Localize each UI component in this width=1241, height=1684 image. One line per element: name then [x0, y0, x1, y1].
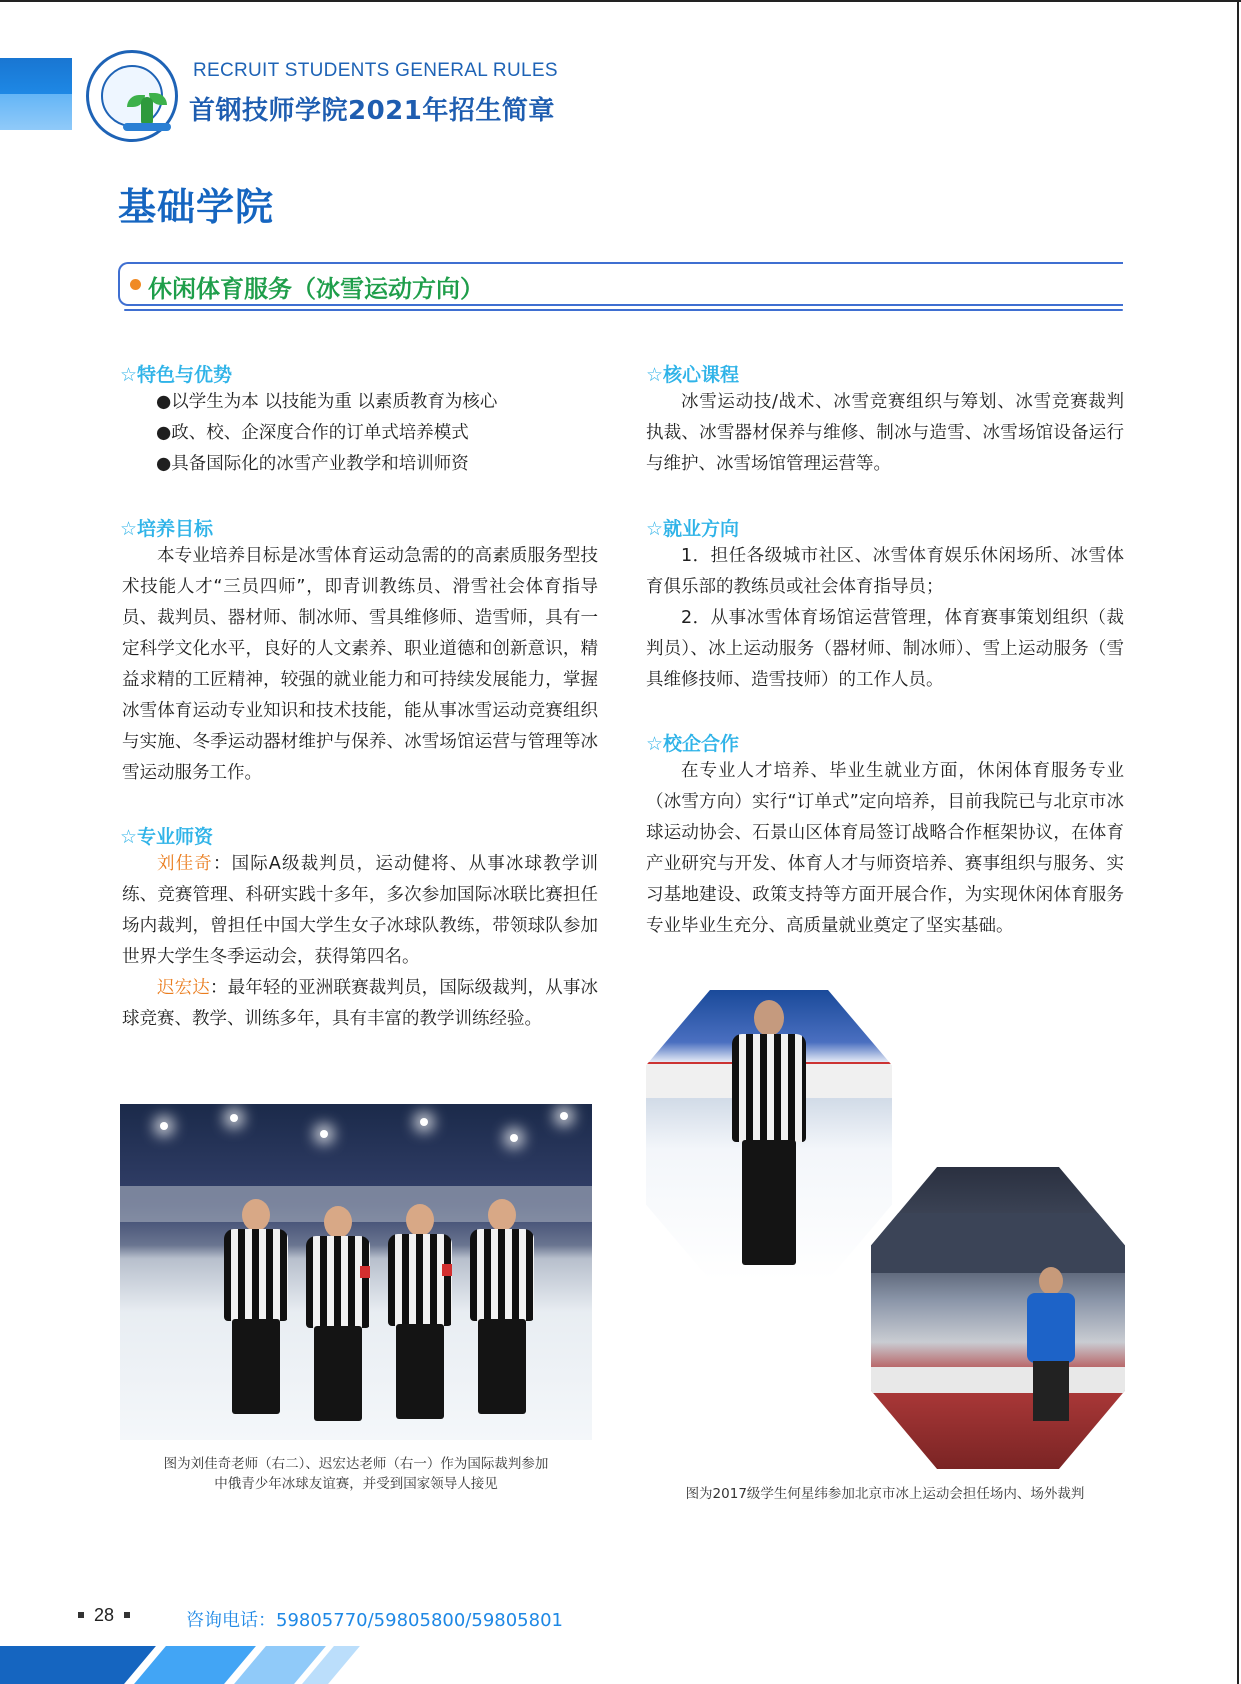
referees-photo: [120, 1104, 592, 1440]
footer-stripes: [0, 1646, 380, 1684]
caption-line: 图为刘佳奇老师（右二）、迟宏达老师（右一）作为国际裁判参加: [163, 1456, 549, 1472]
banner-dot-icon: [130, 279, 141, 290]
goal-heading: ☆培养目标: [120, 518, 214, 540]
student-referee-photo: [646, 990, 892, 1280]
features-list: [156, 387, 626, 480]
scorekeeper-photo: [871, 1167, 1125, 1469]
contact-phone: 咨询电话：59805770/59805800/59805801: [186, 1610, 563, 1631]
list-item: ●政、校、企深度合作的订单式培养模式: [156, 423, 469, 443]
goal-text: 本专业培养目标是冰雪体育运动急需的的高素质服务型技术技能人才“三员四师”，即青训教练员、滑雪社会体育指导员、裁判员、器材师、制冰师、雪具维修师、造雪师，具有一定科学文化水平，良好的人文素养、职业道德和创新意识，精益求精的工匠精神，较强的就业能力和可持续发展能力，掌握冰雪体育运动专业知识和技术技能，能从事冰雪运动竞赛组织与实施、冬季运动器材维护与保养、冰雪场馆运营与管理等冰雪运动服务工作。: [122, 546, 598, 783]
caption-line: 中俄青少年冰球友谊赛，并受到国家领导人接见: [214, 1476, 498, 1492]
page-number: [68, 1605, 140, 1626]
page-number-text: 28: [94, 1605, 115, 1625]
page-title: 基础学院: [118, 185, 275, 229]
coop-heading: ☆校企合作: [646, 733, 740, 755]
teacher-name: 迟宏达: [157, 978, 210, 998]
faculty-heading: ☆专业师资: [120, 826, 214, 848]
faculty-text: [122, 849, 598, 1035]
school-logo: [86, 50, 178, 142]
courses-text: 冰雪运动技/战术、冰雪竞赛组织与筹划、冰雪竞赛裁判执裁、冰雪器材保养与维修、制冰与造雪、冰雪场馆设备运行与维护、冰雪场馆管理运营等。: [646, 392, 1124, 474]
frame-right: [1237, 0, 1239, 1684]
career-item: 1．担任各级城市社区、冰雪体育娱乐休闲场所、冰雪体育俱乐部的教练员或社会体育指导员；: [646, 546, 1124, 597]
header-en-title: RECRUIT STUDENTS GENERAL RULES: [193, 60, 558, 81]
frame-top: [0, 0, 1241, 2]
teacher-name: 刘佳奇: [157, 854, 213, 874]
photo-right-caption: 图为2017级学生何星纬参加北京市冰上运动会担任场内、场外裁判: [685, 1486, 1085, 1502]
career-text: [646, 541, 1124, 696]
career-item: 2．从事冰雪体育场馆运营管理，体育赛事策划组织（裁判员）、冰上运动服务（器材师、制冰师）、雪上运动服务（雪具维修技师、造雪技师）的工作人员。: [646, 608, 1124, 690]
list-item: ●以学生为本 以技能为重 以素质教育为核心: [156, 392, 498, 412]
header-cn-title: 首钢技师学院2021年招生简章: [189, 96, 555, 126]
teacher-bio: ：最年轻的亚洲联赛裁判员，国际级裁判，从事冰球竞赛、教学、训练多年，具有丰富的教学训练经验。: [122, 978, 598, 1029]
major-title: 休闲体育服务（冰雪运动方向）: [148, 275, 484, 303]
header-blue-block: [0, 58, 72, 130]
photo1-caption: [120, 1454, 592, 1494]
coop-text: 在专业人才培养、毕业生就业方面，休闲体育服务专业（冰雪方向）实行“订单式”定向培养，目前我院已与北京市冰球运动协会、石景山区体育局签订战略合作框架协议，在体育产业研究与开发、体育人才与师资培养、赛事组织与服务、实习基地建设、政策支持等方面开展合作，为实现休闲体育服务专业毕业生充分、高质量就业奠定了坚实基础。: [646, 761, 1124, 936]
career-heading: ☆就业方向: [646, 518, 740, 540]
major-banner: [118, 262, 1123, 306]
teacher-bio: ：国际A级裁判员，运动健将、从事冰球教学训练、竞赛管理、科研实践十多年，多次参加国际冰联比赛担任场内裁判，曾担任中国大学生女子冰球队教练，带领球队参加世界大学生冬季运动会，获得第四名。: [122, 854, 598, 967]
list-item: ●具备国际化的冰雪产业教学和培训师资: [156, 454, 469, 474]
courses-heading: ☆核心课程: [646, 364, 740, 386]
features-heading: ☆特色与优势: [120, 364, 233, 386]
